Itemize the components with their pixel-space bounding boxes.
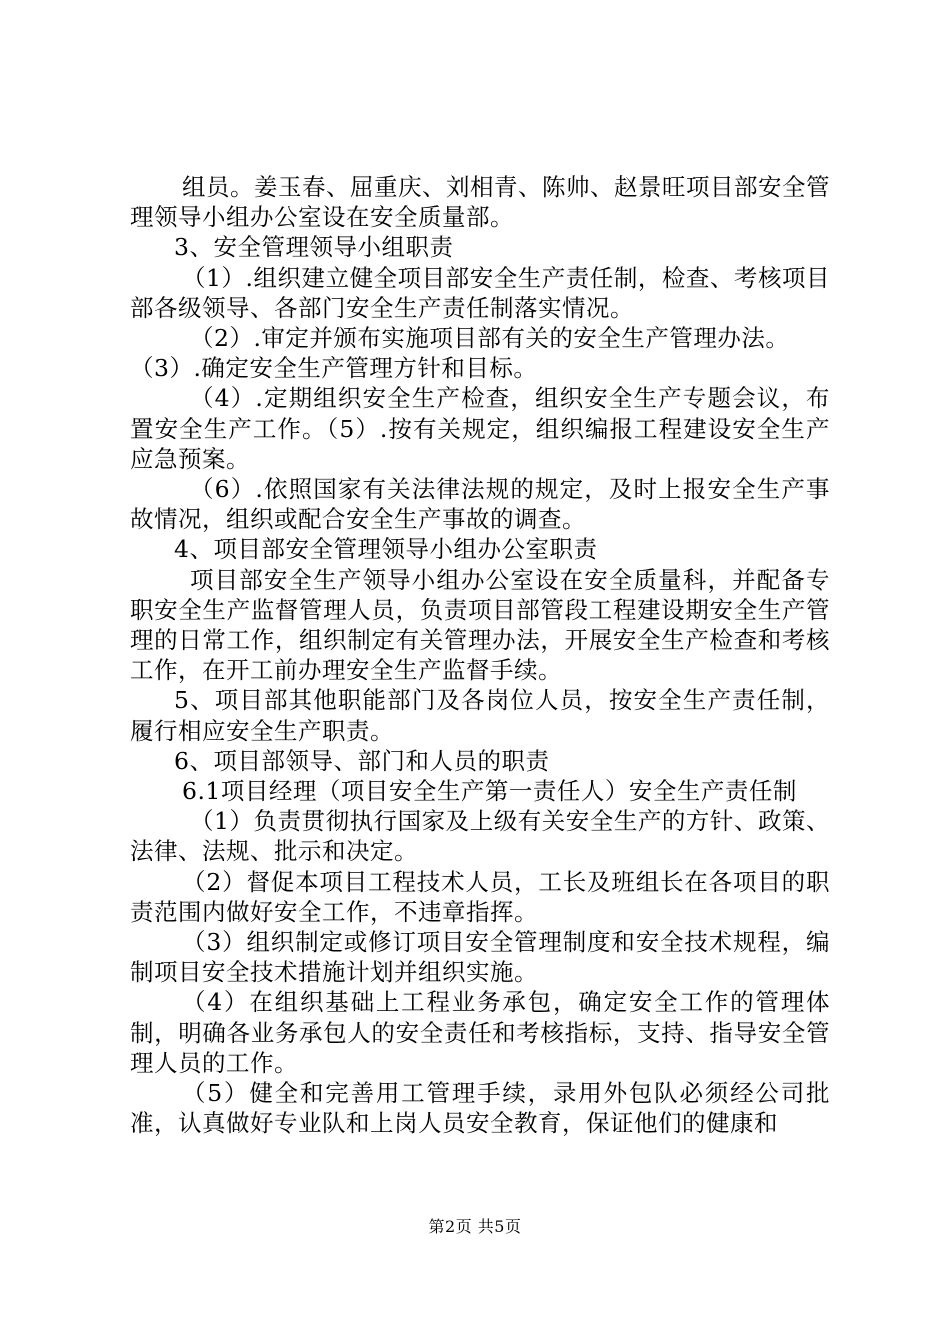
paragraph-manager-duty-4: （4）在组织基础上工程业务承包，确定安全工作的管理体制，明确各业务承包人的安全责任和考核指标，支持、指导安全管理人员的工作。 [130,988,830,1077]
heading-section-3: 3、安全管理领导小组职责 [174,233,454,262]
paragraph-duty-1: （1）.组织建立健全项目部安全生产责任制，检查、考核项目部各级领导、各部门安全生产责任制落实情况。 [130,263,830,322]
paragraph-manager-duty-1: （1）负责贯彻执行国家及上级有关安全生产的方针、政策、法律、法规、批示和决定。 [130,807,830,866]
paragraph-duty-3: （3）.确定安全生产管理方针和目标。 [130,354,538,383]
page-footer [0,1214,950,1237]
heading-section-6: 6、项目部领导、部门和人员的职责 [174,746,550,775]
paragraph-office-duties: 项目部安全生产领导小组办公室设在安全质量科，并配备专职安全生产监督管理人员，负责项目部管段工程建设期安全生产管理的日常工作，组织制定有关管理办法，开展安全生产检查和考核工作，在开工前办理安全生产监督手续。 [130,565,830,685]
page-number-label: 第2页 共5页 [428,1217,522,1236]
paragraph-team-members: 组员。姜玉春、屈重庆、刘相青、陈帅、赵景旺项目部安全管理领导小组办公室设在安全质量部。 [130,173,830,232]
paragraph-section-5: 5、项目部其他职能部门及各岗位人员，按安全生产责任制，履行相应安全生产职责。 [130,686,830,745]
heading-section-6-1: 6.1项目经理（项目安全生产第一责任人）安全生产责任制 [182,777,797,806]
paragraph-manager-duty-3: （3）组织制定或修订项目安全管理制度和安全技术规程，编制项目安全技术措施计划并组织实施。 [130,928,830,987]
paragraph-manager-duty-5: （5）健全和完善用工管理手续，录用外包队必须经公司批准，认真做好专业队和上岗人员安全教育，保证他们的健康和 [130,1079,830,1138]
paragraph-manager-duty-2: （2）督促本项目工程技术人员，工长及班组长在各项目的职责范围内做好安全工作，不违章指挥。 [130,867,830,926]
paragraph-duty-2: （2）.审定并颁布实施项目部有关的安全生产管理办法。 [190,324,790,353]
heading-section-4: 4、项目部安全管理领导小组办公室职责 [174,535,598,564]
paragraph-duty-4-5: （4）.定期组织安全生产检查，组织安全生产专题会议，布置安全生产工作。（5）.按有关规定，组织编报工程建设安全生产应急预案。 [130,384,830,473]
paragraph-duty-6: （6）.依照国家有关法律法规的规定，及时上报安全生产事故情况，组织或配合安全生产事故的调查。 [130,475,830,534]
document-body [130,172,830,1139]
